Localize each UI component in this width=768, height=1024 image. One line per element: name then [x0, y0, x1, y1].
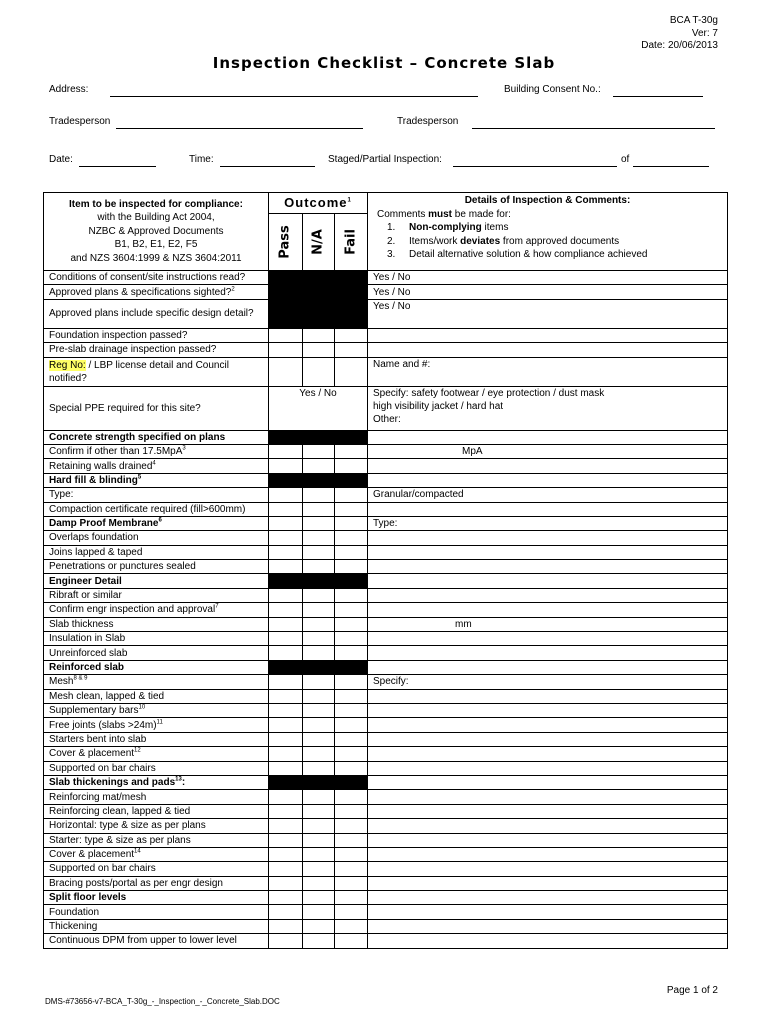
table-row: [44, 632, 728, 646]
fail-cell[interactable]: [335, 819, 368, 833]
fail-cell[interactable]: [335, 934, 368, 948]
outcome-header: [269, 193, 368, 271]
item-cell: Bracing posts/portal as per engr design: [44, 876, 269, 890]
fail-cell[interactable]: [335, 790, 368, 804]
item-cell: Free joints (slabs >24m)$^{11}$: [44, 718, 269, 732]
details-point-1: 1. Non-complying items: [387, 222, 509, 233]
item-header-line: with the Building Act 2004,: [97, 212, 215, 224]
detail-cell[interactable]: Yes / No: [368, 285, 728, 299]
na-cell[interactable]: [303, 790, 335, 804]
fail-cell[interactable]: [335, 444, 368, 458]
na-cell[interactable]: [303, 560, 335, 574]
fail-cell: [335, 660, 368, 674]
detail-cell[interactable]: mm: [368, 617, 728, 631]
outcome-title: Outcome$^1$: [284, 195, 352, 210]
detail-cell[interactable]: [368, 689, 728, 703]
pass-cell[interactable]: [269, 603, 303, 617]
pass-cell[interactable]: [269, 761, 303, 775]
staged-field[interactable]: [453, 166, 617, 167]
na-cell: [303, 271, 335, 285]
na-cell[interactable]: [303, 444, 335, 458]
na-cell[interactable]: [303, 459, 335, 473]
item-cell: Pre-slab drainage inspection passed?: [44, 343, 269, 357]
detail-cell[interactable]: [368, 660, 728, 674]
pass-cell[interactable]: [269, 328, 303, 342]
detail-cell[interactable]: [368, 531, 728, 545]
detail-cell[interactable]: [368, 775, 728, 789]
na-cell[interactable]: [303, 632, 335, 646]
detail-cell[interactable]: [368, 703, 728, 717]
item-cell: Supported on bar chairs: [44, 862, 269, 876]
table-row: [44, 689, 728, 703]
pass-cell[interactable]: [269, 718, 303, 732]
na-cell[interactable]: [303, 488, 335, 502]
details-title: Details of Inspection & Comments:: [464, 195, 631, 206]
pass-cell[interactable]: [269, 847, 303, 861]
detail-cell[interactable]: Specify:: [368, 675, 728, 689]
details-header: [368, 193, 728, 271]
details-point-2: 2. Items/work deviates from approved documents: [387, 235, 620, 247]
tradesperson-field-1[interactable]: [116, 128, 363, 129]
detail-cell[interactable]: [368, 646, 728, 660]
na-cell[interactable]: [303, 819, 335, 833]
na-cell[interactable]: [303, 732, 335, 746]
detail-cell[interactable]: [368, 588, 728, 602]
detail-cell[interactable]: [368, 560, 728, 574]
fail-cell[interactable]: [335, 603, 368, 617]
pass-cell: [269, 271, 303, 285]
table-row: [44, 833, 728, 847]
detail-cell[interactable]: [368, 732, 728, 746]
item-header-title: Item to be inspected for compliance:: [69, 198, 243, 210]
table-row: [44, 603, 728, 617]
table-row: [44, 502, 728, 516]
fail-cell[interactable]: [335, 876, 368, 890]
table-row: [44, 531, 728, 545]
item-cell: Insulation in Slab: [44, 632, 269, 646]
na-cell[interactable]: [303, 876, 335, 890]
consent-label: Building Consent No.:: [504, 84, 601, 95]
detail-cell[interactable]: [368, 862, 728, 876]
fail-cell[interactable]: [335, 632, 368, 646]
item-cell: Mesh$^{8 \& 9}$: [44, 675, 269, 689]
table-row: [44, 328, 728, 342]
page-title: Inspection Checklist – Concrete Slab: [212, 54, 556, 72]
section-heading: Split floor levels: [44, 891, 269, 905]
tradesperson-label-2: Tradesperson: [397, 116, 459, 127]
detail-cell[interactable]: Yes / No: [368, 271, 728, 285]
item-cell: Foundation: [44, 905, 269, 919]
fail-cell[interactable]: [335, 703, 368, 717]
table-row: [44, 516, 728, 530]
fail-cell[interactable]: [335, 675, 368, 689]
time-field[interactable]: [220, 166, 315, 167]
table-row: [44, 891, 728, 905]
fail-cell: [335, 271, 368, 285]
na-cell[interactable]: [303, 847, 335, 861]
fail-cell[interactable]: [335, 905, 368, 919]
time-label: Time:: [189, 154, 214, 165]
na-cell[interactable]: [303, 531, 335, 545]
inspection-table: [43, 192, 728, 949]
na-cell[interactable]: [303, 703, 335, 717]
fail-cell[interactable]: [335, 516, 368, 530]
pass-cell[interactable]: [269, 632, 303, 646]
pass-cell[interactable]: [269, 891, 303, 905]
tradesperson-label-1: Tradesperson: [49, 116, 111, 127]
item-cell: Starter: type & size as per plans: [44, 833, 269, 847]
pass-cell[interactable]: [269, 560, 303, 574]
pass-cell: [269, 285, 303, 299]
item-cell: Foundation inspection passed?: [44, 328, 269, 342]
table-row: [44, 934, 728, 948]
pass-cell[interactable]: [269, 905, 303, 919]
fail-cell[interactable]: [335, 718, 368, 732]
date-field[interactable]: [79, 166, 156, 167]
detail-cell[interactable]: [368, 632, 728, 646]
na-cell[interactable]: [303, 603, 335, 617]
na-cell[interactable]: [303, 617, 335, 631]
section-heading: Engineer Detail: [44, 574, 269, 588]
fail-cell[interactable]: [335, 833, 368, 847]
fail-cell: [335, 299, 368, 328]
pass-cell[interactable]: [269, 747, 303, 761]
table-row: [44, 660, 728, 674]
fail-header: Fail: [343, 229, 359, 255]
pass-cell[interactable]: [269, 703, 303, 717]
detail-cell[interactable]: [368, 876, 728, 890]
table-row: [44, 876, 728, 890]
section-heading: Hard fill & blinding$^5$: [44, 473, 269, 487]
table-row: [44, 386, 728, 430]
pass-cell[interactable]: [269, 488, 303, 502]
pass-cell[interactable]: [269, 689, 303, 703]
detail-cell[interactable]: [368, 473, 728, 487]
na-cell: [303, 285, 335, 299]
pass-cell: [269, 430, 303, 444]
item-cell: Thickening: [44, 919, 269, 933]
pass-cell[interactable]: [269, 617, 303, 631]
detail-cell[interactable]: [368, 804, 728, 818]
detail-cell[interactable]: Specify: safety footwear / eye protection / dust mask high visibility jacket / hard hat Other:: [368, 386, 728, 430]
fail-cell: [335, 285, 368, 299]
table-row: [44, 819, 728, 833]
pass-cell[interactable]: [269, 516, 303, 530]
pass-cell[interactable]: [269, 732, 303, 746]
item-cell: Cover & placement$^{14}$: [44, 847, 269, 861]
na-cell[interactable]: [303, 675, 335, 689]
table-row: [44, 343, 728, 357]
item-header-line: NZBC & Approved Documents: [88, 225, 224, 237]
na-cell[interactable]: [303, 718, 335, 732]
table-row: [44, 732, 728, 746]
section-heading: Slab thickenings and pads$^{13}$:: [44, 775, 269, 789]
detail-cell[interactable]: [368, 603, 728, 617]
consent-field[interactable]: [613, 96, 703, 97]
na-cell[interactable]: [303, 905, 335, 919]
date-label: Date:: [49, 154, 73, 165]
address-field[interactable]: [110, 96, 478, 97]
detail-cell[interactable]: [368, 891, 728, 905]
na-cell[interactable]: [303, 343, 335, 357]
item-header-line: and NZS 3604:1999 & NZS 3604:2011: [70, 252, 242, 264]
page-number: Page 1 of 2: [666, 985, 718, 996]
fail-cell[interactable]: [335, 919, 368, 933]
item-cell: Ribraft or similar: [44, 588, 269, 602]
table-row: [44, 747, 728, 761]
detail-cell[interactable]: Type:: [368, 516, 728, 530]
table-row: [44, 790, 728, 804]
pass-cell[interactable]: [269, 934, 303, 948]
form-date: Date: 20/06/2013: [641, 40, 718, 51]
na-cell[interactable]: [303, 646, 335, 660]
fail-cell[interactable]: [335, 588, 368, 602]
table-row: [44, 703, 728, 717]
table-row: [44, 775, 728, 789]
detail-cell[interactable]: MpA: [368, 444, 728, 458]
pass-cell: [269, 775, 303, 789]
form-version: Ver: 7: [691, 27, 718, 39]
of-field[interactable]: [633, 166, 709, 167]
detail-cell[interactable]: [368, 790, 728, 804]
table-row: [44, 847, 728, 861]
item-header: [44, 193, 269, 271]
pass-cell[interactable]: [269, 459, 303, 473]
fail-cell[interactable]: [335, 862, 368, 876]
detail-cell[interactable]: [368, 328, 728, 342]
fail-cell[interactable]: [335, 560, 368, 574]
table-row: [44, 488, 728, 502]
na-cell[interactable]: [303, 502, 335, 516]
detail-cell[interactable]: [368, 934, 728, 948]
section-heading: Concrete strength specified on plans: [44, 430, 269, 444]
item-cell: Supported on bar chairs: [44, 761, 269, 775]
table-header-row: [44, 193, 728, 271]
fail-cell[interactable]: [335, 357, 368, 386]
detail-cell[interactable]: [368, 833, 728, 847]
pass-cell[interactable]: [269, 343, 303, 357]
reg-no-highlight: Reg No:: [49, 359, 86, 371]
fail-cell[interactable]: [335, 531, 368, 545]
na-cell[interactable]: [303, 833, 335, 847]
item-cell: Penetrations or punctures sealed: [44, 560, 269, 574]
fail-cell[interactable]: [335, 343, 368, 357]
ppe-outcome-cell[interactable]: Yes / No: [269, 386, 368, 430]
detail-cell[interactable]: Yes / No: [368, 299, 728, 328]
table-row: [44, 299, 728, 328]
form-code: BCA T-30g: [669, 15, 718, 26]
item-cell: Conditions of consent/site instructions read?: [44, 271, 269, 285]
item-cell: Reinforcing mat/mesh: [44, 790, 269, 804]
pass-cell[interactable]: [269, 675, 303, 689]
table-row: [44, 545, 728, 559]
pass-cell[interactable]: [269, 819, 303, 833]
table-row: [44, 473, 728, 487]
na-cell[interactable]: [303, 761, 335, 775]
detail-cell[interactable]: [368, 761, 728, 775]
pass-cell[interactable]: [269, 646, 303, 660]
pass-cell[interactable]: [269, 862, 303, 876]
table-row: [44, 919, 728, 933]
table-row: [44, 718, 728, 732]
pass-cell[interactable]: [269, 502, 303, 516]
fail-cell[interactable]: [335, 804, 368, 818]
fail-cell: [335, 574, 368, 588]
table-row: [44, 761, 728, 775]
item-cell: Supplementary bars$^{10}$: [44, 703, 269, 717]
detail-cell[interactable]: [368, 343, 728, 357]
detail-cell[interactable]: [368, 545, 728, 559]
fail-cell[interactable]: [335, 891, 368, 905]
pass-cell: [269, 299, 303, 328]
item-cell: Approved plans include specific design detail?: [44, 299, 269, 328]
pass-cell[interactable]: [269, 833, 303, 847]
staged-label: Staged/Partial Inspection:: [328, 154, 442, 165]
na-cell[interactable]: [303, 328, 335, 342]
fail-cell[interactable]: [335, 646, 368, 660]
pass-cell[interactable]: [269, 790, 303, 804]
na-cell[interactable]: [303, 862, 335, 876]
na-cell: [303, 299, 335, 328]
table-row: [44, 285, 728, 299]
file-name: DMS-#73656-v7-BCA_T-30g_-_Inspection_-_Concrete_Slab.DOC: [45, 997, 280, 1006]
details-intro: Comments must be made for:: [377, 208, 511, 220]
pass-cell[interactable]: [269, 357, 303, 386]
detail-cell[interactable]: [368, 905, 728, 919]
table-row: [44, 675, 728, 689]
fail-cell[interactable]: [335, 732, 368, 746]
tradesperson-field-2[interactable]: [472, 128, 715, 129]
table-row: [44, 617, 728, 631]
item-cell: Approved plans & specifications sighted?$^2$: [44, 285, 269, 299]
item-cell: Confirm engr inspection and approval$^7$: [44, 603, 269, 617]
table-row: [44, 574, 728, 588]
detail-cell[interactable]: [368, 574, 728, 588]
detail-cell[interactable]: Name and #:: [368, 357, 728, 386]
document-meta: [641, 15, 718, 53]
details-point-3: 3. Detail alternative solution & how compliance achieved: [387, 249, 648, 260]
na-cell: [303, 473, 335, 487]
na-cell[interactable]: [303, 747, 335, 761]
pass-cell[interactable]: [269, 531, 303, 545]
na-cell: [303, 775, 335, 789]
item-cell: Starters bent into slab: [44, 732, 269, 746]
fail-cell[interactable]: [335, 545, 368, 559]
fail-cell[interactable]: [335, 761, 368, 775]
detail-cell[interactable]: [368, 819, 728, 833]
fail-cell[interactable]: [335, 747, 368, 761]
item-cell: Special PPE required for this site?: [44, 386, 269, 430]
table-row: [44, 459, 728, 473]
pass-cell[interactable]: [269, 804, 303, 818]
na-cell[interactable]: [303, 919, 335, 933]
fail-cell[interactable]: [335, 488, 368, 502]
table-row: [44, 560, 728, 574]
detail-cell[interactable]: [368, 502, 728, 516]
detail-cell[interactable]: [368, 747, 728, 761]
na-cell[interactable]: [303, 804, 335, 818]
table-row: [44, 444, 728, 458]
na-cell[interactable]: [303, 545, 335, 559]
table-row: [44, 357, 728, 386]
fail-cell[interactable]: [335, 459, 368, 473]
section-heading: Reinforced slab: [44, 660, 269, 674]
na-cell: [303, 574, 335, 588]
detail-cell[interactable]: [368, 847, 728, 861]
detail-cell[interactable]: [368, 430, 728, 444]
fail-cell[interactable]: [335, 328, 368, 342]
item-cell: Retaining walls drained$^4$: [44, 459, 269, 473]
table-row: [44, 430, 728, 444]
item-cell: Continuous DPM from upper to lower level: [44, 934, 269, 948]
item-cell: Slab thickness: [44, 617, 269, 631]
na-cell[interactable]: [303, 891, 335, 905]
item-cell: Confirm if other than 17.5MpA$^3$: [44, 444, 269, 458]
na-cell[interactable]: [303, 689, 335, 703]
na-cell[interactable]: [303, 588, 335, 602]
item-cell: Overlaps foundation: [44, 531, 269, 545]
na-cell[interactable]: [303, 516, 335, 530]
item-cell: Type:: [44, 488, 269, 502]
fail-cell[interactable]: [335, 617, 368, 631]
na-cell: [303, 660, 335, 674]
item-header-line: B1, B2, E1, E2, F5: [114, 239, 198, 251]
na-header: N/A: [310, 229, 326, 255]
na-cell[interactable]: [303, 357, 335, 386]
pass-cell: [269, 574, 303, 588]
item-cell: Unreinforced slab: [44, 646, 269, 660]
fail-cell: [335, 775, 368, 789]
item-cell: Horizontal: type & size as per plans: [44, 819, 269, 833]
table-row: [44, 646, 728, 660]
detail-cell[interactable]: [368, 718, 728, 732]
table-row: [44, 905, 728, 919]
fail-cell[interactable]: [335, 502, 368, 516]
detail-cell[interactable]: Granular/compacted: [368, 488, 728, 502]
fail-cell: [335, 430, 368, 444]
item-cell: Reinforcing clean, lapped & tied: [44, 804, 269, 818]
na-cell[interactable]: [303, 934, 335, 948]
pass-cell: [269, 660, 303, 674]
pass-cell[interactable]: [269, 919, 303, 933]
table-row: [44, 862, 728, 876]
item-cell: Joins lapped & taped: [44, 545, 269, 559]
fail-cell[interactable]: [335, 689, 368, 703]
pass-cell: [269, 473, 303, 487]
address-label: Address:: [49, 84, 89, 95]
table-row: [44, 271, 728, 285]
table-row: [44, 804, 728, 818]
of-label: of: [621, 154, 630, 165]
pass-cell[interactable]: [269, 444, 303, 458]
fail-cell[interactable]: [335, 847, 368, 861]
section-heading: Damp Proof Membrane$^6$: [44, 516, 269, 530]
item-cell: Reg No: / LBP license detail and Council notified?: [44, 357, 269, 386]
item-cell: Cover & placement$^{12}$: [44, 747, 269, 761]
pass-cell[interactable]: [269, 545, 303, 559]
item-cell: Compaction certificate required (fill>600mm): [44, 502, 269, 516]
table-row: [44, 588, 728, 602]
pass-cell[interactable]: [269, 588, 303, 602]
detail-cell[interactable]: [368, 919, 728, 933]
detail-cell[interactable]: [368, 459, 728, 473]
item-cell: Mesh clean, lapped & tied: [44, 689, 269, 703]
fail-cell: [335, 473, 368, 487]
na-cell: [303, 430, 335, 444]
pass-cell[interactable]: [269, 876, 303, 890]
pass-header: Pass: [277, 225, 293, 259]
